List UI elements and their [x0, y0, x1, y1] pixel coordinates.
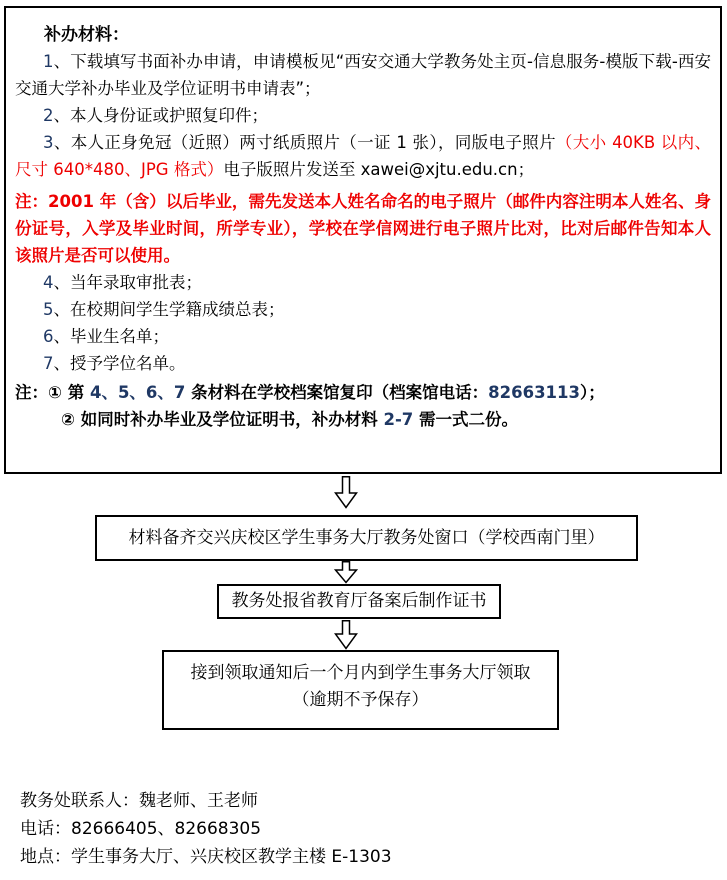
note-1-text-2: 条材料在学校档案馆复印（档案馆电话：	[185, 383, 489, 402]
material-item-5	[15, 296, 711, 323]
material-item-2	[15, 102, 711, 129]
item-2-number: 2	[43, 106, 54, 125]
materials-title: 补办材料：	[44, 25, 129, 45]
materials-box	[4, 6, 722, 474]
material-item-1	[15, 48, 711, 102]
contact-phone: 电话：82666405、82668305	[20, 819, 262, 839]
item-4-number: 4	[43, 273, 54, 292]
flow-step-pickup	[162, 650, 559, 730]
item-7-text: 、授予学位名单。	[53, 354, 186, 373]
contact-person: 教务处联系人：魏老师、王老师	[20, 791, 258, 811]
note-1-text-3: ）；	[580, 383, 605, 402]
note-duplicate-copies	[15, 406, 711, 433]
note-photo-verification: 注：2001 年（含）以后毕业，需先发送本人姓名命名的电子照片（邮件内容注明本人姓名、身份证号，入学及毕业时间，所学专业），学校在学信网进行电子照片比对，比对后邮件告知本人该照片是否可以使用。	[15, 192, 711, 265]
flow-step-certificate-production: 教务处报省教育厅备案后制作证书	[217, 584, 501, 619]
item-5-number: 5	[43, 300, 54, 319]
document-page	[0, 6, 727, 871]
note-2-text-2: 需一式二份。	[413, 410, 519, 429]
note-2-text-1: ② 如同时补办毕业及学位证明书，补办材料	[61, 410, 384, 429]
item-1-text: 、下载填写书面补办申请，申请模板见“西安交通大学教务处主页-信息服务-模版下载-西安交通大学补办毕业及学位证明书申请表”；	[15, 52, 711, 98]
note-1-text-1: 注：① 第	[15, 383, 90, 402]
down-arrow-icon	[334, 620, 358, 650]
item-6-number: 6	[43, 327, 54, 346]
down-arrow-icon	[334, 561, 358, 584]
note-2-range: 2-7	[383, 410, 414, 429]
item-5-text: 、在校期间学生学籍成绩总表；	[53, 300, 285, 319]
item-3-text-1: 、本人正身免冠（近照）两寸纸质照片（一证 1 张），同版电子照片	[53, 133, 556, 152]
material-item-4	[15, 269, 711, 296]
note-1-item-numbers: 4、5、6、7	[89, 383, 186, 402]
item-6-text: 、毕业生名单；	[53, 327, 169, 346]
material-item-7	[15, 350, 711, 377]
flow-step-submit-materials: 材料备齐交兴庆校区学生事务大厅教务处窗口（学校西南门里）	[95, 515, 638, 561]
pickup-line-2: （逾期不予保存）	[292, 690, 429, 710]
item-1-number: 1	[43, 52, 54, 71]
item-7-number: 7	[43, 354, 54, 373]
contact-location: 地点：学生事务大厅、兴庆校区教学主楼 E-1303	[20, 847, 392, 867]
item-3-text-2: 电子版照片发送至 xawei@xjtu.edu.cn；	[223, 160, 535, 179]
contact-info	[20, 787, 727, 871]
item-3-photo-requirements: （大小 40KB 以内、尺寸 640*480、JPG 格式）	[15, 133, 711, 179]
down-arrow-icon	[334, 476, 358, 509]
item-4-text: 、当年录取审批表；	[53, 273, 202, 292]
material-item-3	[15, 129, 711, 183]
material-item-6	[15, 323, 711, 350]
item-3-number: 3	[43, 133, 54, 152]
note-archive-copy	[15, 379, 711, 406]
archive-phone-number: 82663113	[488, 383, 581, 402]
item-2-text: 、本人身份证或护照复印件；	[53, 106, 268, 125]
pickup-line-1: 接到领取通知后一个月内到学生事务大厅领取	[190, 663, 531, 683]
